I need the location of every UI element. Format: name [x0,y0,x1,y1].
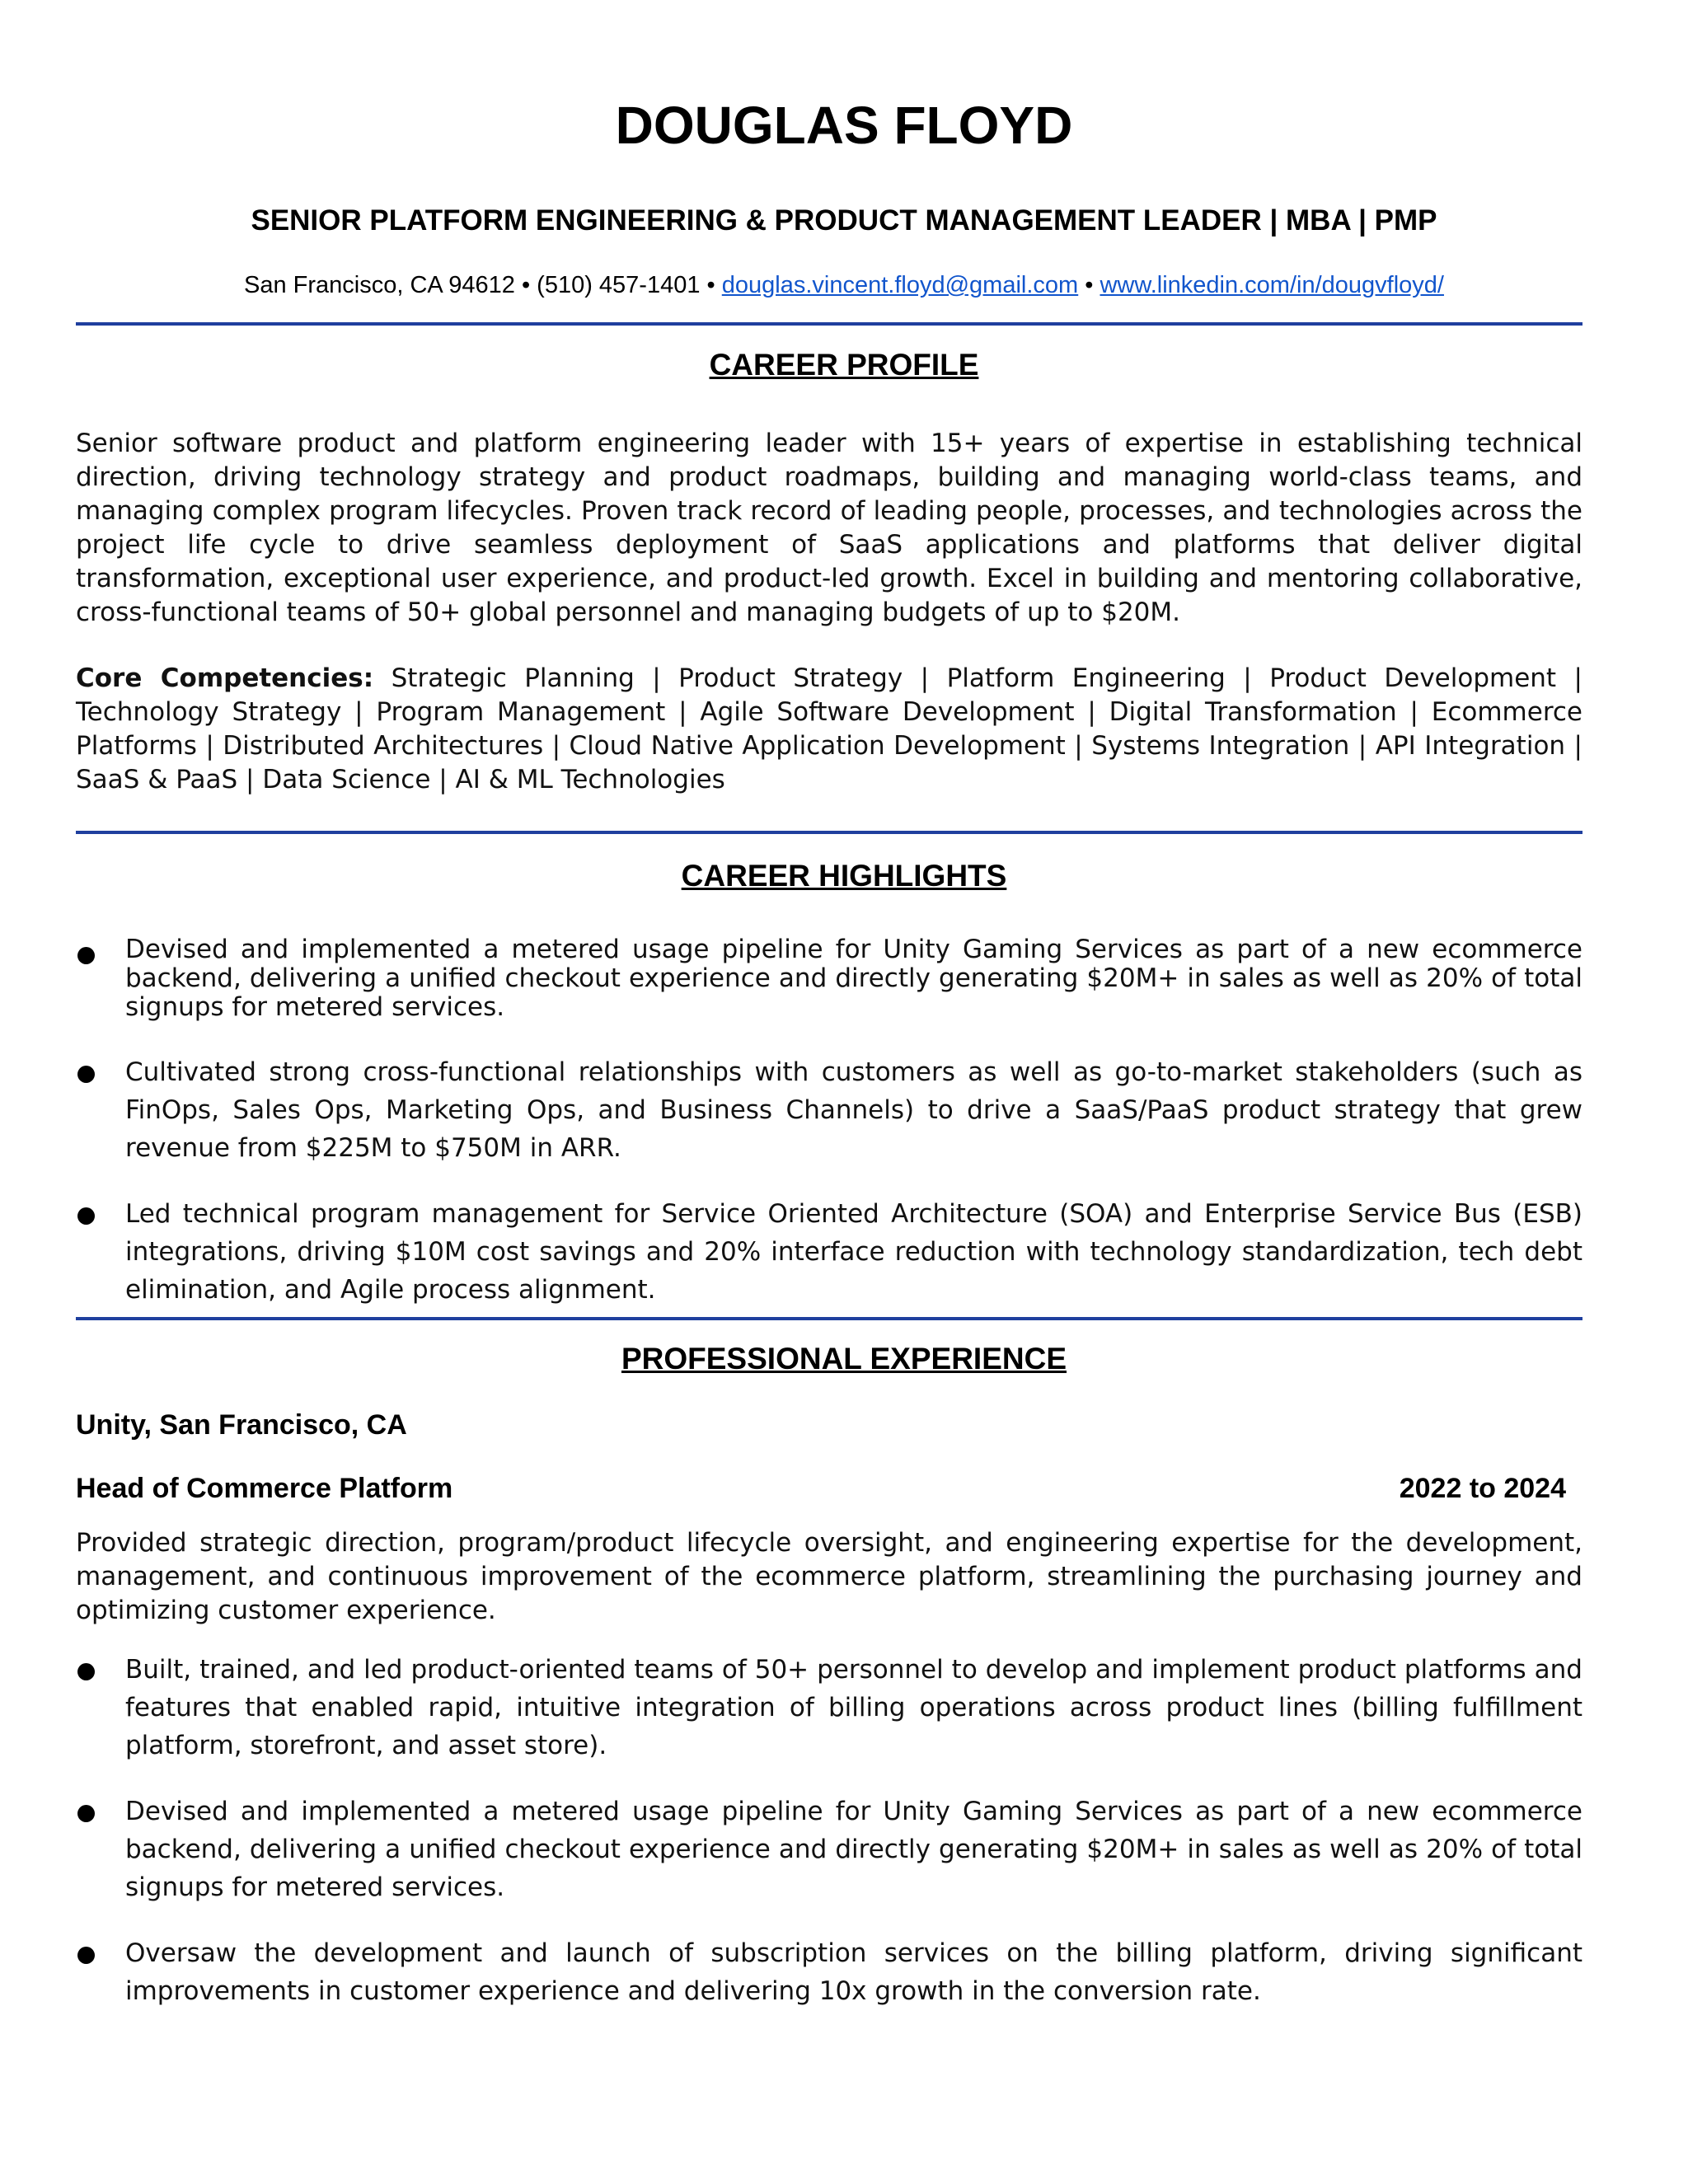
core-competencies [76,662,1582,797]
section-title-career-highlights: CAREER HIGHLIGHTS [681,859,1007,893]
bullet-icon [77,1805,95,1822]
list-item [76,1195,1582,1309]
list-item-text: Led technical program management for Service Oriented Architecture (SOA) and Enterprise Service Bus (ESB) integrations, driving $10M cost savings and 20% interface reduction with technology standardization, tech debt elimination, and Agile process alignment. [125,1199,1582,1305]
separator: • [521,272,531,298]
section-divider [76,1317,1582,1320]
list-item [76,1053,1582,1167]
role-row [76,1473,1566,1505]
job-dates: 2022 to 2024 [1399,1473,1566,1504]
list-item [76,1793,1582,1906]
list-item-text: Oversaw the development and launch of subscription services on the billing platform, driving significant improvements in customer experience and delivering 10x growth in the conversion rate. [125,1938,1582,2006]
list-item-text: Devised and implemented a metered usage pipeline for Unity Gaming Services as part of a new ecommerce backend, delivering a unified checkout experience and directly generating $20M+ in sales as well as 20% of total signups for metered services. [125,1797,1582,1902]
list-item-text: Devised and implemented a metered usage pipeline for Unity Gaming Services as part of a new ecommerce backend, delivering a unified checkout experience and directly generating $20M+ in sales as well as 20% of total signups for metered services. [125,935,1582,1022]
experience-bullets-list [76,1651,1582,2010]
candidate-name: DOUGLAS FLOYD [615,96,1073,155]
bullet-icon [77,947,95,964]
bullet-icon [77,1207,95,1225]
section-title-professional-experience: PROFESSIONAL EXPERIENCE [621,1342,1067,1376]
email-link[interactable]: douglas.vincent.floyd@gmail.com [721,272,1079,298]
company-name: Unity, San Francisco, CA [76,1409,407,1441]
contact-line [0,272,1688,299]
bullet-icon [77,1066,95,1083]
list-item [76,1651,1582,1765]
professional-headline: SENIOR PLATFORM ENGINEERING & PRODUCT MANAGEMENT LEADER | MBA | PMP [251,204,1437,237]
section-title-career-profile: CAREER PROFILE [709,348,979,382]
list-item [76,1934,1582,2010]
list-item-text: Cultivated strong cross-functional relationships with customers as well as go-to-market stakeholders (such as FinOps, Sales Ops, Marketing Ops, and Business Channels) to drive a SaaS/PaaS product strategy that grew revenue from $225M to $750M in ARR. [125,1057,1582,1163]
list-item [76,935,1582,1022]
separator: • [1085,272,1094,298]
linkedin-link[interactable]: www.linkedin.com/in/dougvfloyd/ [1100,272,1444,298]
separator: • [706,272,715,298]
bullet-icon [77,1947,95,1964]
core-competencies-list: Strategic Planning | Product Strategy | Platform Engineering | Product Development | Technology Strategy | Program Management | Agile Software Development | Digital Transformation | Ecommerce Platforms | Distributed Architectures | Cloud Native Application Development | Systems Integration | API Integration | SaaS & PaaS | Data Science | AI & ML Technologies [76,663,1582,794]
section-divider [76,831,1582,834]
career-highlights-list [76,935,1582,1309]
bullet-icon [77,1663,95,1680]
profile-summary: Senior software product and platform engineering leader with 15+ years of expertise in establishing technical direction, driving technology strategy and product roadmaps, building and managing world-class teams, and managing complex program lifecycles. Proven track record of leading people, processes, and technologies across the project life cycle to drive seamless deployment of SaaS applications and platforms that deliver digital transformation, exceptional user experience, and product-led growth. Excel in building and mentoring collaborative, cross-functional teams of 50+ global personnel and managing budgets of up to $20M. [76,429,1582,627]
core-competencies-label: Core Competencies: [76,663,374,693]
phone-number: (510) 457-1401 [537,272,701,298]
role-summary: Provided strategic direction, program/product lifecycle oversight, and engineering expertise for the development, management, and continuous improvement of the ecommerce platform, streamlining the purchasing journey and optimizing customer experience. [76,1528,1582,1625]
location: San Francisco, CA 94612 [244,272,515,298]
section-divider [76,322,1582,326]
list-item-text: Built, trained, and led product-oriented teams of 50+ personnel to develop and implement product platforms and features that enabled rapid, intuitive integration of billing operations across product lines (billing fulfillment platform, storefront, and asset store). [125,1655,1582,1760]
job-title: Head of Commerce Platform [76,1473,453,1504]
